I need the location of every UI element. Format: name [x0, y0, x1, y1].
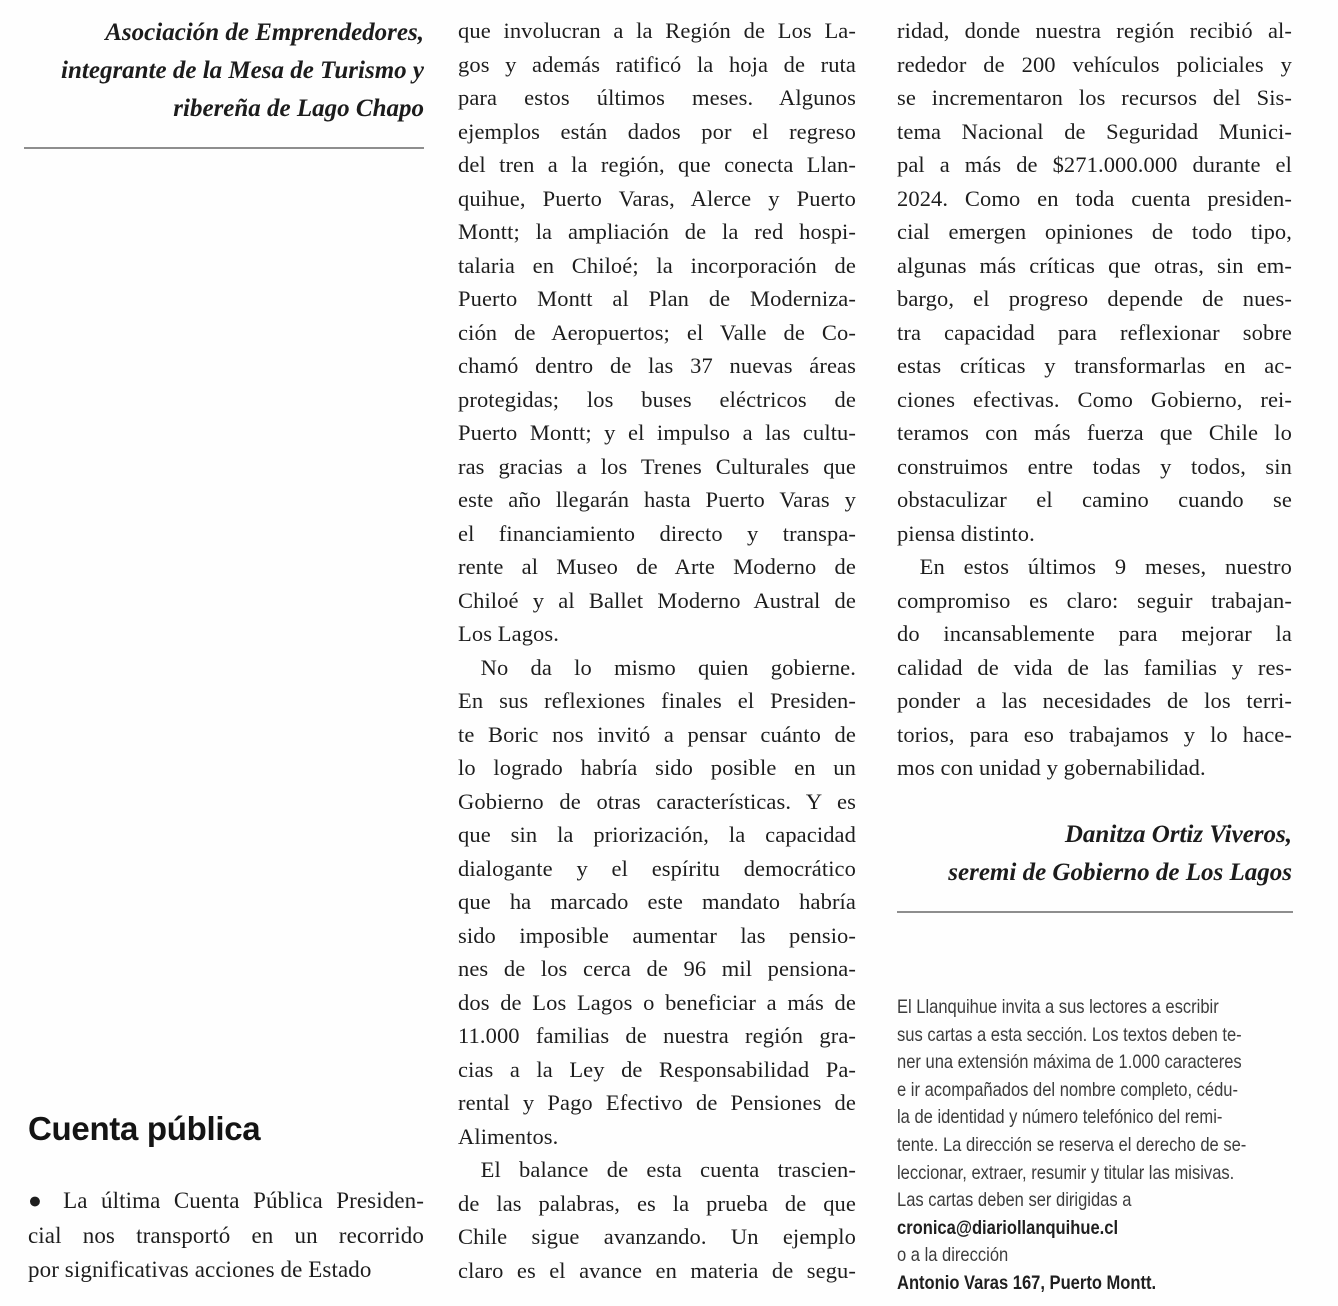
text-line: dialogante y el espíritu democrático: [458, 855, 856, 881]
text-line: te Boric nos invitó a pensar cuánto de: [458, 721, 856, 747]
text-line: Gobierno de otras características. Y es: [458, 788, 856, 814]
text-line: Alimentos.: [458, 1123, 559, 1149]
text-line: Puerto Montt; y el impulso a las cultu-: [458, 420, 856, 445]
text-line: rental y Pago Efectivo de Pensiones de: [458, 1090, 856, 1115]
text-line: sus cartas a esta sección. Los textos deben te-: [897, 1023, 1242, 1046]
street-address: Antonio Varas 167, Puerto Montt.: [897, 1271, 1157, 1294]
reader-letters-notice-text: [897, 994, 1292, 1298]
text-line: del tren a la región, que conecta Llan-: [458, 152, 856, 177]
divider-rule-right: [897, 911, 1293, 913]
text-line: quihue, Puerto Varas, Alerce y Puerto: [458, 185, 856, 211]
text-line: ción de Aeropuertos; el Valle de Co-: [458, 319, 856, 345]
text-line: talaria en Chiloé; la incorporación de: [458, 252, 856, 278]
text-line: lo logrado habría sido posible en un: [458, 755, 856, 780]
text-line: rededor de 200 vehículos policiales y: [897, 51, 1292, 77]
text-line: nes de los cerca de 96 mil pensiona-: [458, 956, 856, 981]
text-line: que involucran a la Región de Los La-: [458, 18, 856, 43]
text-line: tente. La dirección se reserva el derecho de se-: [897, 1133, 1247, 1156]
notice-info-lines: [897, 994, 1292, 1215]
text-line: Chiloé y al Ballet Moderno Austral de: [458, 587, 856, 613]
text-line: Asociación de Emprendedores,: [105, 19, 424, 46]
text-line: ribereña de Lago Chapo: [173, 95, 424, 122]
text-line: sido imposible aumentar las pensio-: [458, 922, 856, 948]
text-line: dos de Los Lagos o beneficiar a más de: [458, 989, 856, 1015]
text-line: Puerto Montt al Plan de Moderniza-: [458, 286, 856, 311]
text-line: 2024. Como en toda cuenta presiden-: [897, 185, 1292, 211]
address-intro: o a la dirección: [897, 1244, 1009, 1267]
text-line: que ha marcado este mandato habría: [458, 889, 856, 914]
text-line: protegidas; los buses eléctricos de: [458, 386, 856, 412]
text-line: claro es el avance en materia de segu-: [458, 1257, 856, 1283]
text-line: ridad, donde nuestra región recibió al-: [897, 18, 1292, 43]
text-line: ner una extensión máxima de 1.000 caracteres: [897, 1051, 1242, 1074]
text-line: torios, para eso trabajamos y lo hace-: [897, 721, 1292, 747]
text-line: calidad de vida de las familias y res-: [897, 654, 1292, 680]
text-line: por significativas acciones de Estado: [28, 1257, 372, 1282]
letter-byline: [28, 14, 424, 128]
text-line: ras gracias a los Trenes Culturales que: [458, 453, 856, 479]
article-column-middle: [458, 14, 856, 1287]
text-line: este año llegarán hasta Puerto Varas y: [458, 487, 856, 512]
letter-signature: [897, 816, 1292, 892]
text-line: El balance de esta cuenta trascien-: [458, 1157, 856, 1182]
text-line: tra capacidad para reflexionar sobre: [897, 319, 1292, 345]
text-line: seremi de Gobierno de Los Lagos: [948, 859, 1292, 886]
text-line: compromiso es claro: seguir trabajan-: [897, 587, 1292, 613]
text-line: rente al Museo de Arte Moderno de: [458, 554, 856, 579]
text-line: No da lo mismo quien gobierne.: [458, 654, 856, 680]
text-line: El Llanquihue invita a sus lectores a escribir: [897, 996, 1219, 1018]
reader-letters-notice: [897, 994, 1292, 1298]
text-line: teramos con más fuerza que Chile lo: [897, 420, 1292, 445]
text-line: Chile sigue avanzando. Un ejemplo: [458, 1224, 856, 1249]
text-line: ciones efectivas. Como Gobierno, rei-: [897, 386, 1292, 412]
text-line: mos con unidad y gobernabilidad.: [897, 755, 1206, 780]
text-line: do incansablemente para mejorar la: [897, 621, 1292, 646]
text-line: Los Lagos.: [458, 621, 559, 646]
text-line: se incrementaron los recursos del Sis-: [897, 85, 1292, 110]
section-heading: Cuenta pública: [28, 1110, 261, 1147]
text-line: En sus reflexiones finales el Presiden-: [458, 688, 856, 713]
letter-intro-paragraph: [28, 1184, 424, 1288]
text-line: e ir acompañados del nombre completo, cédu-: [897, 1078, 1239, 1101]
text-line: construimos entre todas y todos, sin: [897, 453, 1292, 479]
text-line: pal a más de $271.000.000 durante el: [897, 152, 1292, 177]
text-line: la de identidad y número telefónico del remi-: [897, 1106, 1223, 1129]
text-line: leccionar, extraer, resumir y titular las misivas.: [897, 1161, 1235, 1184]
text-line: cias a la Ley de Responsabilidad Pa-: [458, 1056, 856, 1082]
text-line: algunas más críticas que otras, sin em-: [897, 252, 1292, 278]
text-line: gos y además ratificó la hoja de ruta: [458, 51, 856, 77]
text-line: cial emergen opiniones de todo tipo,: [897, 219, 1292, 244]
submission-email: cronica@diariollanquihue.cl: [897, 1216, 1119, 1239]
text-line: ponder a las necesidades de los terri-: [897, 688, 1292, 713]
text-line: el financiamiento directo y transpa-: [458, 520, 856, 546]
text-line: integrante de la Mesa de Turismo y: [61, 57, 424, 84]
text-line: estas críticas y transformarlas en ac-: [897, 353, 1292, 378]
text-line: ejemplos están dados por el regreso: [458, 118, 856, 144]
text-line: 11.000 familias de nuestra región gra-: [458, 1023, 856, 1048]
text-line: piensa distinto.: [897, 520, 1035, 546]
text-line: En estos últimos 9 meses, nuestro: [897, 554, 1292, 579]
text-line: bargo, el progreso depende de nues-: [897, 286, 1292, 311]
text-line: obstaculizar el camino cuando se: [897, 487, 1292, 512]
text-line: para estos últimos meses. Algunos: [458, 85, 856, 110]
text-line: que sin la priorización, la capacidad: [458, 822, 856, 847]
divider-rule-left: [24, 147, 424, 149]
text-line: tema Nacional de Seguridad Munici-: [897, 118, 1292, 144]
text-line: Danitza Ortiz Viveros,: [1064, 821, 1292, 848]
text-line: cial nos transportó en un recorrido: [28, 1222, 424, 1248]
text-line: Las cartas deben ser dirigidas a: [897, 1189, 1132, 1212]
article-column-right: [897, 14, 1292, 785]
text-line: Montt; la ampliación de la red hospi-: [458, 219, 856, 244]
text-line: ● La última Cuenta Pública Presiden-: [28, 1188, 424, 1213]
text-line: chamó dentro de las 37 nuevas áreas: [458, 353, 856, 378]
text-line: de las palabras, es la prueba de que: [458, 1190, 856, 1216]
